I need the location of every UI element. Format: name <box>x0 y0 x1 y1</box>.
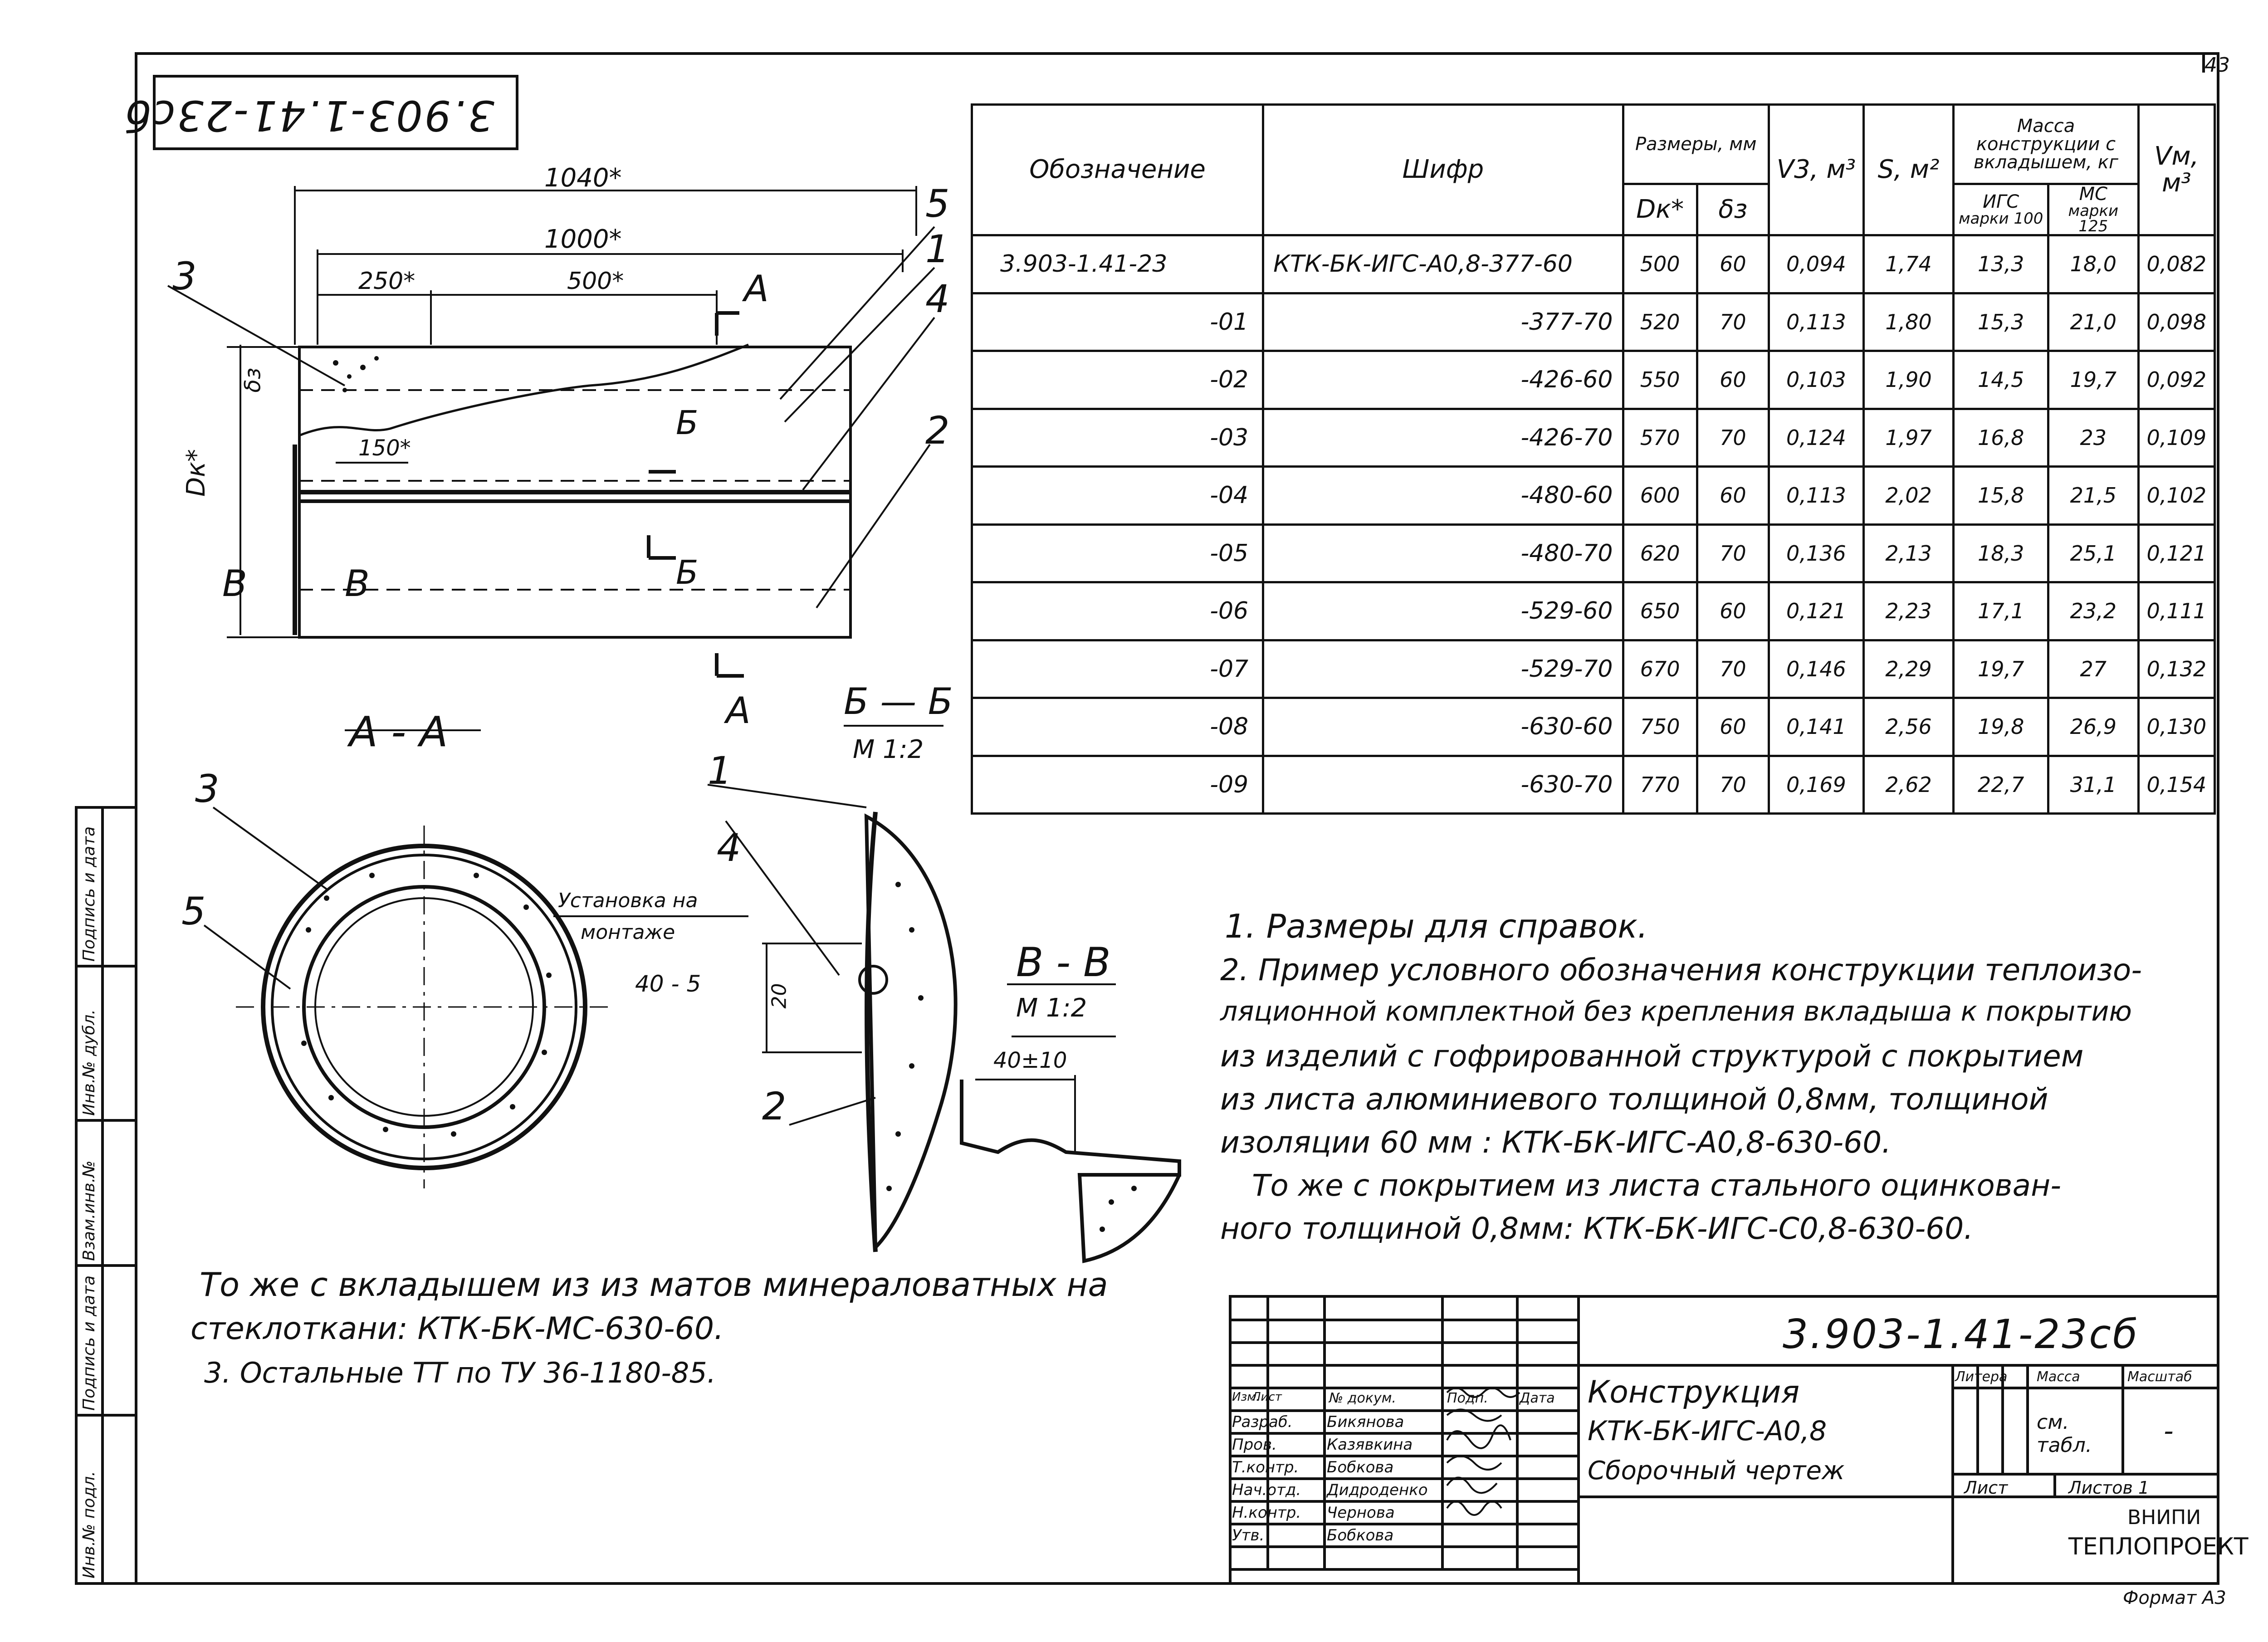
cell-v3: 0,113 <box>1769 293 1864 351</box>
note-2-line-h: То же с вкладышем из из матов минераловатных на <box>200 1266 1108 1304</box>
side-label-sign-date-2: Подпись и дата <box>80 1275 98 1411</box>
col-sizes: Размеры, мм <box>1623 105 1769 184</box>
cell-delta: 70 <box>1697 756 1769 814</box>
note-2-line-f: То же с покрытием из листа стального оцинкован- <box>1252 1168 2062 1203</box>
role-name: Бобкова <box>1327 1458 1394 1476</box>
org-name-1: ВНИПИ <box>2127 1506 2201 1529</box>
role-name: Бикянова <box>1327 1413 1404 1431</box>
side-label-inv-podl: Инв.№ подл. <box>80 1471 98 1578</box>
section-bb-title: Б — Б <box>844 680 953 723</box>
cell-igs: 22,7 <box>1954 756 2048 814</box>
note-2-line-g: ного толщиной 0,8мм: КТК-БК-ИГС-С0,8-630-60. <box>1220 1211 1974 1246</box>
cell-delta: 70 <box>1697 409 1769 467</box>
cell-delta: 70 <box>1697 640 1769 698</box>
cell-v3: 0,146 <box>1769 640 1864 698</box>
cell-vm: 0,092 <box>2138 351 2214 409</box>
cell-v3: 0,121 <box>1769 582 1864 640</box>
title-line-3: Сборочный чертеж <box>1588 1456 1845 1486</box>
cell-igs: 15,8 <box>1954 467 2048 525</box>
cell-igs: 14,5 <box>1954 351 2048 409</box>
cell-ms: 18,0 <box>2048 235 2139 293</box>
cell-s: 1,90 <box>1863 351 1954 409</box>
dim-150: 150* <box>358 435 411 461</box>
cell-dk: 600 <box>1623 467 1697 525</box>
note-2-line-d: из листа алюминиевого толщиной 0,8мм, толщиной <box>1220 1082 2048 1117</box>
table-row <box>972 582 2215 640</box>
dim-20: 20 <box>767 983 791 1009</box>
table-row <box>972 351 2215 409</box>
role: Разраб. <box>1232 1413 1293 1431</box>
cell-code: -529-70 <box>1263 640 1623 698</box>
cell-delta: 60 <box>1697 698 1769 756</box>
section-mark-v-right: В <box>345 562 370 605</box>
col-ms-label: МС <box>2079 184 2108 205</box>
cell-vm: 0,082 <box>2138 235 2214 293</box>
format-label: Формат А3 <box>2123 1588 2226 1608</box>
section-aa-callout-5: 5 <box>181 889 206 933</box>
section-mark-b-right: Б <box>676 553 699 591</box>
table-row <box>972 524 2215 582</box>
role: Нач.отд. <box>1232 1481 1301 1499</box>
cell-dk: 770 <box>1623 756 1697 814</box>
cell-delta: 60 <box>1697 351 1769 409</box>
cell-delta: 70 <box>1697 524 1769 582</box>
section-aa-callout-3: 3 <box>195 767 220 811</box>
cell-igs: 18,3 <box>1954 524 2048 582</box>
cell-designation: -04 <box>972 467 1263 525</box>
cell-vm: 0,098 <box>2138 293 2214 351</box>
col-code: Шифр <box>1263 105 1623 235</box>
cell-s: 2,02 <box>1863 467 1954 525</box>
cell-ms: 21,0 <box>2048 293 2139 351</box>
cell-designation: 3.903-1.41-23 <box>972 235 1263 293</box>
section-bb-profile <box>866 816 956 1247</box>
specification-table <box>971 103 2216 815</box>
section-mark-a-top: А <box>744 268 769 310</box>
cell-designation: -05 <box>972 524 1263 582</box>
dim-500: 500* <box>567 268 624 295</box>
cell-s: 1,74 <box>1863 235 1954 293</box>
cell-dk: 520 <box>1623 293 1697 351</box>
cell-igs: 19,7 <box>1954 640 2048 698</box>
cell-vm: 0,132 <box>2138 640 2214 698</box>
cell-ms: 23,2 <box>2048 582 2139 640</box>
callout-5: 5 <box>925 181 950 226</box>
col-igs-label: ИГС <box>1983 191 2019 212</box>
cell-s: 2,29 <box>1863 640 1954 698</box>
role-name: Дидроденко <box>1327 1481 1428 1499</box>
note-2-line-c: из изделий с гофрированной структурой с покрытием <box>1220 1039 2084 1074</box>
hdr-date: Дата <box>1520 1390 1555 1406</box>
cell-delta: 60 <box>1697 235 1769 293</box>
cell-code: КТК-БК-ИГС-А0,8-377-60 <box>1263 235 1623 293</box>
org-name-2: ТЕПЛОПРОЕКТ <box>2068 1533 2248 1560</box>
dim-40-10: 40±10 <box>993 1048 1067 1073</box>
col-s: S, м² <box>1863 105 1954 235</box>
cell-designation: -07 <box>972 640 1263 698</box>
cell-ms: 23 <box>2048 409 2139 467</box>
cell-v3: 0,136 <box>1769 524 1864 582</box>
cell-designation: -06 <box>972 582 1263 640</box>
cell-code: -426-60 <box>1263 351 1623 409</box>
cell-s: 2,56 <box>1863 698 1954 756</box>
col-ms-grade: марки 125 <box>2068 202 2119 235</box>
cell-vm: 0,109 <box>2138 409 2214 467</box>
cell-designation: -08 <box>972 698 1263 756</box>
sheet-label: Лист <box>1964 1478 2008 1498</box>
note-2-line-e: изоляции 60 мм : КТК-БК-ИГС-А0,8-630-60. <box>1220 1125 1892 1160</box>
callout-2: 2 <box>925 408 950 453</box>
cell-v3: 0,141 <box>1769 698 1864 756</box>
hdr-sign: Подп. <box>1447 1390 1488 1406</box>
cell-code: -630-60 <box>1263 698 1623 756</box>
note-1: 1. Размеры для справок. <box>1225 907 1648 945</box>
hdr-list: Лист <box>1252 1390 1282 1404</box>
cell-v3: 0,169 <box>1769 756 1864 814</box>
section-aa-title: А - А <box>349 708 448 756</box>
col-igs <box>1954 184 2048 235</box>
note-2-line-a: 2. Пример условного обозначения конструкции теплоизо- <box>1220 953 2142 987</box>
cell-dk: 670 <box>1623 640 1697 698</box>
cell-ms: 31,1 <box>2048 756 2139 814</box>
cell-code: -630-70 <box>1263 756 1623 814</box>
cell-dk: 550 <box>1623 351 1697 409</box>
col-dk: Dк* <box>1623 184 1697 235</box>
cell-designation: -09 <box>972 756 1263 814</box>
cell-code: -480-70 <box>1263 524 1623 582</box>
cell-s: 2,23 <box>1863 582 1954 640</box>
cell-ms: 26,9 <box>2048 698 2139 756</box>
note-3: 3. Остальные ТТ по ТУ 36-1180-85. <box>204 1356 716 1389</box>
cell-ms: 19,7 <box>2048 351 2139 409</box>
cell-delta: 70 <box>1697 293 1769 351</box>
section-mark-v-left: В <box>222 562 247 605</box>
cell-igs: 17,1 <box>1954 582 2048 640</box>
callout-1: 1 <box>925 227 950 271</box>
section-mark-b-mid: Б <box>676 404 699 442</box>
doc-number: 3.903-1.41-23сб <box>1783 1311 2139 1358</box>
cell-v3: 0,113 <box>1769 467 1864 525</box>
cell-ms: 25,1 <box>2048 524 2139 582</box>
side-label-inv-dubl: Инв.№ дубл. <box>80 1009 98 1116</box>
col-vm: Vм, м³ <box>2138 105 2214 235</box>
role-name: Чернова <box>1327 1504 1395 1522</box>
scale-value: - <box>2164 1415 2174 1447</box>
col-designation: Обозначение <box>972 105 1263 235</box>
side-label-sign-date-1: Подпись и дата <box>80 826 98 962</box>
note-2-line-b: ляционной комплектной без крепления вкладыша к покрытию <box>1220 996 2132 1027</box>
cell-v3: 0,094 <box>1769 235 1864 293</box>
cell-designation: -03 <box>972 409 1263 467</box>
dim-40-5: 40 - 5 <box>635 971 701 997</box>
table-row <box>972 640 2215 698</box>
cell-dk: 570 <box>1623 409 1697 467</box>
cell-dk: 620 <box>1623 524 1697 582</box>
cell-designation: -02 <box>972 351 1263 409</box>
cell-s: 2,62 <box>1863 756 1954 814</box>
section-bb-callout-4: 4 <box>717 826 741 870</box>
scale-header: Масштаб <box>2127 1369 2192 1385</box>
cell-s: 1,80 <box>1863 293 1954 351</box>
role-name: Казявкина <box>1327 1436 1413 1454</box>
dim-250: 250* <box>358 268 415 295</box>
cell-ms: 21,5 <box>2048 467 2139 525</box>
litera-header: Литера <box>1955 1369 2008 1385</box>
table-row <box>972 293 2215 351</box>
table-row <box>972 756 2215 814</box>
cell-s: 2,13 <box>1863 524 1954 582</box>
role: Т.контр. <box>1232 1458 1299 1476</box>
callout-4: 4 <box>925 277 950 321</box>
cell-code: -480-60 <box>1263 467 1623 525</box>
section-bb-scale: М 1:2 <box>853 735 924 764</box>
col-ms <box>2048 184 2139 235</box>
dim-delta: δз <box>240 367 266 393</box>
section-bb-callout-2: 2 <box>762 1084 787 1129</box>
cell-vm: 0,130 <box>2138 698 2214 756</box>
cell-v3: 0,124 <box>1769 409 1864 467</box>
cell-vm: 0,121 <box>2138 524 2214 582</box>
cell-dk: 750 <box>1623 698 1697 756</box>
cell-delta: 60 <box>1697 582 1769 640</box>
cell-igs: 16,8 <box>1954 409 2048 467</box>
title-line-1: Конструкция <box>1588 1374 1800 1410</box>
cell-igs: 13,3 <box>1954 235 2048 293</box>
side-label-vzam-inv: Взам.инв.№ <box>80 1160 98 1261</box>
install-label-line-2: монтаже <box>581 921 675 944</box>
mass-value: см. табл. <box>2037 1411 2092 1457</box>
cell-igs: 15,3 <box>1954 293 2048 351</box>
install-label-line-1: Установка на <box>558 889 698 912</box>
table-row <box>972 698 2215 756</box>
section-vv-title: В - В <box>1016 939 1111 986</box>
sheets-count: Листов 1 <box>2068 1478 2150 1498</box>
table-row <box>972 467 2215 525</box>
rotated-stamp: 3.903-1.41-23сб <box>123 91 494 140</box>
cell-vm: 0,154 <box>2138 756 2214 814</box>
role-name: Бобкова <box>1327 1526 1394 1544</box>
section-vv-scale: М 1:2 <box>1016 993 1087 1023</box>
section-vv-profile <box>962 1080 1179 1261</box>
section-bb-callout-1: 1 <box>708 748 732 793</box>
cell-code: -377-70 <box>1263 293 1623 351</box>
table-row <box>972 235 2215 293</box>
dim-1040: 1040* <box>544 163 622 193</box>
table-row <box>972 409 2215 467</box>
section-mark-a-bottom: А <box>726 689 751 732</box>
role: Утв. <box>1232 1526 1265 1544</box>
role: Пров. <box>1232 1436 1277 1454</box>
cell-s: 1,97 <box>1863 409 1954 467</box>
hdr-izm: Изм. <box>1232 1390 1260 1404</box>
cell-vm: 0,102 <box>2138 467 2214 525</box>
col-delta: δз <box>1697 184 1769 235</box>
col-mass: Масса конструкции с вкладышем, кг <box>1954 105 2138 184</box>
role: Н.контр. <box>1232 1504 1301 1522</box>
mass-header: Масса <box>2037 1369 2080 1385</box>
cell-ms: 27 <box>2048 640 2139 698</box>
page-number: 43 <box>2204 54 2230 77</box>
cell-dk: 500 <box>1623 235 1697 293</box>
dim-1000: 1000* <box>544 225 622 254</box>
cell-vm: 0,111 <box>2138 582 2214 640</box>
col-igs-grade: марки 100 <box>1958 210 2043 228</box>
hdr-doc: № докум. <box>1329 1390 1396 1406</box>
title-line-2: КТК-БК-ИГС-А0,8 <box>1588 1415 1827 1447</box>
dim-dk: Dк* <box>181 449 211 497</box>
cell-dk: 650 <box>1623 582 1697 640</box>
cell-igs: 19,8 <box>1954 698 2048 756</box>
cell-designation: -01 <box>972 293 1263 351</box>
cell-delta: 60 <box>1697 467 1769 525</box>
note-2-line-i: стеклоткани: КТК-БК-МС-630-60. <box>191 1311 724 1347</box>
cell-code: -426-70 <box>1263 409 1623 467</box>
cell-code: -529-60 <box>1263 582 1623 640</box>
cell-v3: 0,103 <box>1769 351 1864 409</box>
callout-3: 3 <box>172 254 197 298</box>
col-v3: V3, м³ <box>1769 105 1864 235</box>
